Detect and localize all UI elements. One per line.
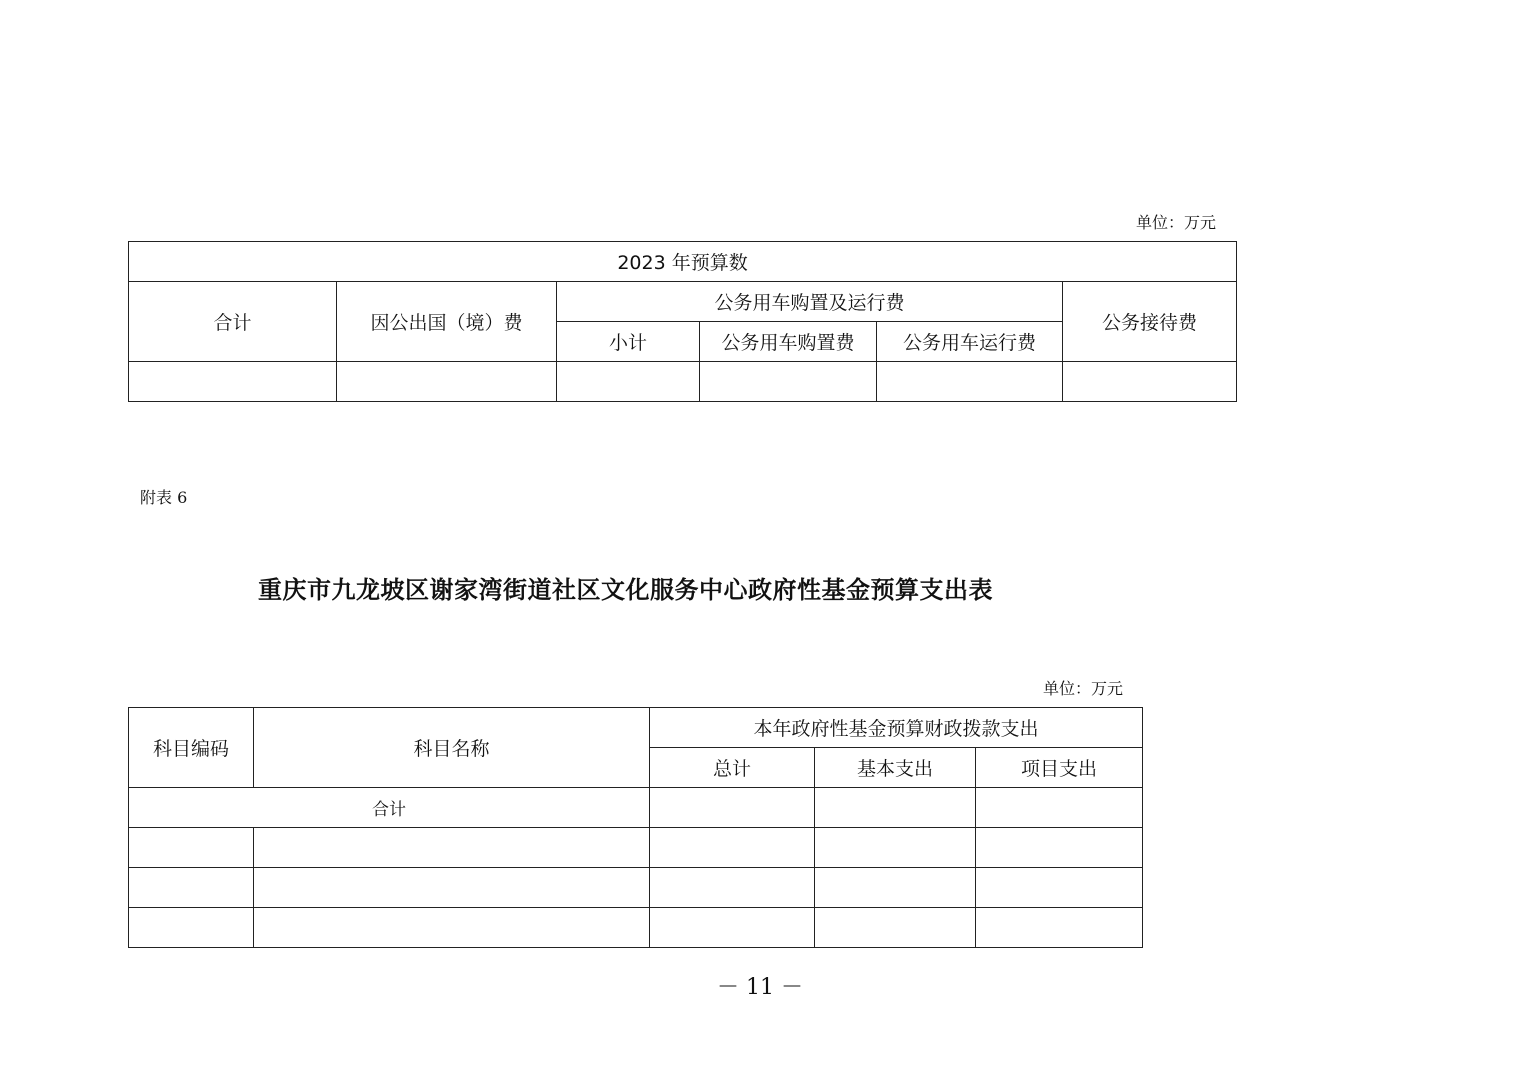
table2-col-total: 总计	[650, 748, 815, 788]
table-cell	[337, 362, 557, 402]
table-cell	[650, 828, 815, 868]
table1-header-year: 2023 年预算数	[129, 242, 1237, 282]
table-cell	[129, 868, 254, 908]
table2-col-code: 科目编码	[129, 708, 254, 788]
table-cell	[976, 908, 1143, 948]
table-cell	[254, 908, 650, 948]
table1-col-vehicle-operation: 公务用车运行费	[877, 322, 1063, 362]
table-cell	[557, 362, 700, 402]
table-cell	[976, 788, 1143, 828]
three-public-expenses-table	[128, 241, 1237, 402]
table-cell	[254, 828, 650, 868]
table2-col-basic: 基本支出	[815, 748, 976, 788]
table2-total-row-label: 合计	[129, 788, 650, 828]
table1-col-vehicle-purchase: 公务用车购置费	[700, 322, 877, 362]
table2-col-group: 本年政府性基金预算财政拨款支出	[650, 708, 1143, 748]
table1-col-subtotal: 小计	[557, 322, 700, 362]
table-cell	[815, 828, 976, 868]
table-cell	[650, 868, 815, 908]
document-title: 重庆市九龙坡区谢家湾街道社区文化服务中心政府性基金预算支出表	[258, 575, 993, 604]
table-cell	[877, 362, 1063, 402]
table-cell	[976, 828, 1143, 868]
table2-col-project: 项目支出	[976, 748, 1143, 788]
table-row	[129, 908, 1143, 948]
table-cell	[129, 362, 337, 402]
table-row	[129, 868, 1143, 908]
table-cell	[815, 868, 976, 908]
table-row	[129, 362, 1237, 402]
table1-col-vehicle-group: 公务用车购置及运行费	[557, 282, 1063, 322]
table-row	[129, 828, 1143, 868]
table-cell	[650, 788, 815, 828]
table-cell	[129, 908, 254, 948]
attachment-label: 附表 6	[140, 488, 188, 507]
table-cell	[650, 908, 815, 948]
table2-unit-label: 单位：万元	[1043, 679, 1124, 698]
table1-col-total: 合计	[129, 282, 337, 362]
table-cell	[815, 908, 976, 948]
government-fund-expenditure-table	[128, 707, 1143, 948]
table-cell	[700, 362, 877, 402]
table-cell	[815, 788, 976, 828]
table-cell	[976, 868, 1143, 908]
table-cell	[129, 828, 254, 868]
table2-col-name: 科目名称	[254, 708, 650, 788]
table1-unit-label: 单位：万元	[1136, 213, 1217, 232]
page-number: － 11 －	[717, 975, 803, 1000]
table-row	[129, 788, 1143, 828]
table-cell	[1063, 362, 1237, 402]
table-cell	[254, 868, 650, 908]
table1-col-overseas: 因公出国（境）费	[337, 282, 557, 362]
table1-col-reception: 公务接待费	[1063, 282, 1237, 362]
